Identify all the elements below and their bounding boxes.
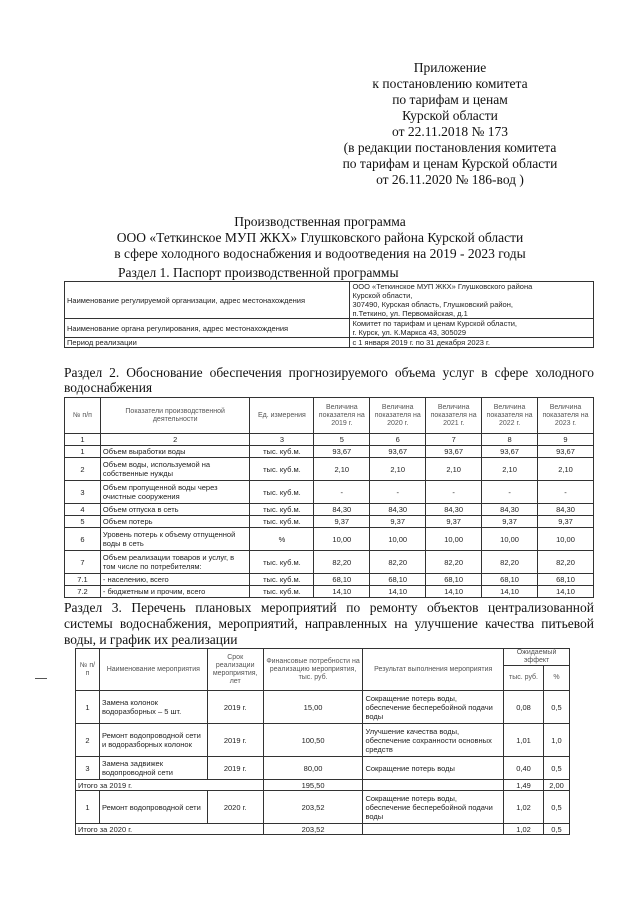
column-header: Величина показателя на 2023 г. — [538, 398, 594, 434]
total-row — [76, 824, 570, 835]
row-number: 7.2 — [65, 586, 101, 598]
row-number: 5 — [65, 516, 101, 528]
finance-cell: 195,50 — [263, 780, 363, 791]
passport-value-line: п.Теткино, ул. Первомайская, д.1 — [352, 309, 468, 318]
volume-table-body — [65, 446, 594, 598]
value-cell: 2,10 — [482, 458, 538, 481]
value-cell: 10,00 — [314, 528, 370, 551]
volume-table — [64, 397, 594, 598]
indicator-name: Объем реализации товаров и услуг, в том числе по потребителям: — [100, 551, 250, 574]
value-cell: 2,10 — [426, 458, 482, 481]
row-number: 1 — [65, 446, 101, 458]
passport-value: с 1 января 2019 г. по 31 декабря 2023 г. — [350, 338, 594, 348]
passport-label: Наименование органа регулирования, адрес местонахождения — [65, 319, 350, 338]
table-row — [65, 338, 594, 348]
table-row — [65, 504, 594, 516]
column-number: 8 — [482, 434, 538, 446]
value-cell: 2,10 — [314, 458, 370, 481]
column-number: 3 — [250, 434, 314, 446]
value-cell: 10,00 — [370, 528, 426, 551]
row-number: 3 — [76, 757, 100, 780]
value-cell: 9,37 — [314, 516, 370, 528]
empty-cell — [363, 824, 504, 835]
effect-rub-cell: 0,40 — [504, 757, 544, 780]
table-row — [65, 516, 594, 528]
effect-rub-cell: 1,49 — [504, 780, 544, 791]
column-header: Величина показателя на 2019 г. — [314, 398, 370, 434]
value-cell: - — [482, 481, 538, 504]
section1-title: Раздел 1. Паспорт производственной программы — [118, 265, 399, 280]
value-cell: 68,10 — [314, 574, 370, 586]
indicator-name: Уровень потерь к объему отпущенной воды в сеть — [100, 528, 250, 551]
column-number: 1 — [65, 434, 101, 446]
value-cell: - — [426, 481, 482, 504]
program-title-line: Производственная программа — [234, 214, 406, 229]
measures-table-body — [76, 691, 570, 835]
effect-pct-cell: 0,5 — [543, 791, 569, 824]
table-row — [65, 446, 594, 458]
column-number: 7 — [426, 434, 482, 446]
table-row — [65, 528, 594, 551]
passport-value-line: 307490, Курская область, Глушковский район, — [352, 300, 513, 309]
result-cell: Сокращение потерь воды, обеспечение бесперебойной подачи воды — [363, 791, 504, 824]
value-cell: 14,10 — [482, 586, 538, 598]
column-number: 9 — [538, 434, 594, 446]
table-row — [76, 691, 570, 724]
program-title-line: в сфере холодного водоснабжения и водоотведения на 2019 - 2023 годы — [114, 246, 526, 261]
table-row — [65, 481, 594, 504]
value-cell: 93,67 — [370, 446, 426, 458]
term-cell: 2019 г. — [207, 757, 263, 780]
appendix-header — [300, 60, 600, 188]
value-cell: 82,20 — [426, 551, 482, 574]
column-header: Величина показателя на 2021 г. — [426, 398, 482, 434]
column-number: 5 — [314, 434, 370, 446]
appendix-line: от 26.11.2020 № 186-вод ) — [376, 172, 524, 187]
appendix-line: по тарифам и ценам Курской области — [342, 156, 558, 171]
indicator-name: - бюджетным и прочим, всего — [100, 586, 250, 598]
value-cell: 82,20 — [538, 551, 594, 574]
passport-value-line: Курской области, — [352, 291, 413, 300]
unit-cell: тыс. куб.м. — [250, 481, 314, 504]
measure-name: Ремонт водопроводной сети и водоразборных колонок — [99, 724, 207, 757]
measure-name: Замена задвижек водопроводной сети — [99, 757, 207, 780]
unit-cell: тыс. куб.м. — [250, 446, 314, 458]
value-cell: 82,20 — [314, 551, 370, 574]
section3-title: Раздел 3. Перечень плановых мероприятий по ремонту объектов централизованной системы водоснабжения, мероприятий, направленных на улучшение качества питьевой воды, и график их реализации — [64, 600, 594, 647]
value-cell: 14,10 — [426, 586, 482, 598]
row-number: 4 — [65, 504, 101, 516]
value-cell: 68,10 — [370, 574, 426, 586]
effect-rub-cell: 0,08 — [504, 691, 544, 724]
value-cell: 14,10 — [538, 586, 594, 598]
table-row — [65, 282, 594, 319]
column-header: Величина показателя на 2020 г. — [370, 398, 426, 434]
numbering-row — [65, 434, 594, 446]
result-cell: Сокращение потерь воды — [363, 757, 504, 780]
column-header: № п/ п — [76, 649, 100, 691]
measure-name: Ремонт водопроводной сети — [99, 791, 207, 824]
value-cell: 10,00 — [538, 528, 594, 551]
result-cell: Сокращение потерь воды, обеспечение бесперебойной подачи воды — [363, 691, 504, 724]
effect-pct-cell: 0,5 — [543, 824, 569, 835]
measures-table — [75, 648, 570, 835]
effect-rub-cell: 1,02 — [504, 824, 544, 835]
term-cell: 2019 г. — [207, 724, 263, 757]
table-row — [65, 458, 594, 481]
indicator-name: - населению, всего — [100, 574, 250, 586]
row-number: 1 — [76, 791, 100, 824]
effect-pct-cell: 1,0 — [543, 724, 569, 757]
program-title-line: ООО «Теткинское МУП ЖКХ» Глушковского района Курской области — [116, 230, 524, 245]
value-cell: 93,67 — [314, 446, 370, 458]
table-row — [65, 551, 594, 574]
passport-label: Период реализации — [65, 338, 350, 348]
passport-value-line: г. Курск, ул. К.Маркса 43, 305029 — [352, 328, 467, 337]
row-number: 6 — [65, 528, 101, 551]
value-cell: 68,10 — [426, 574, 482, 586]
unit-cell: тыс. куб.м. — [250, 458, 314, 481]
column-header: Наименование мероприятия — [99, 649, 207, 691]
finance-cell: 80,00 — [263, 757, 363, 780]
value-cell: 10,00 — [482, 528, 538, 551]
empty-cell — [363, 780, 504, 791]
value-cell: - — [370, 481, 426, 504]
program-title — [40, 214, 600, 262]
finance-cell: 203,52 — [263, 824, 363, 835]
passport-value — [350, 282, 594, 319]
total-row — [76, 780, 570, 791]
value-cell: 84,30 — [314, 504, 370, 516]
appendix-line: к постановлению комитета — [372, 76, 528, 91]
table-row — [76, 757, 570, 780]
value-cell: 84,30 — [370, 504, 426, 516]
passport-table — [64, 281, 594, 348]
value-cell: 14,10 — [314, 586, 370, 598]
result-cell: Улучшение качества воды, обеспечение сохранности основных средств — [363, 724, 504, 757]
effect-pct-cell: 0,5 — [543, 691, 569, 724]
indicator-name: Объем отпуска в сеть — [100, 504, 250, 516]
value-cell: 82,20 — [482, 551, 538, 574]
margin-mark — [35, 678, 47, 679]
column-header: Результат выполнения мероприятия — [363, 649, 504, 691]
value-cell: 84,30 — [538, 504, 594, 516]
table-row — [65, 586, 594, 598]
finance-cell: 203,52 — [263, 791, 363, 824]
table-header-row — [76, 649, 570, 666]
value-cell: 68,10 — [482, 574, 538, 586]
value-cell: 82,20 — [370, 551, 426, 574]
table-row — [65, 574, 594, 586]
indicator-name: Объем воды, используемой на собственные нужды — [100, 458, 250, 481]
value-cell: 93,67 — [426, 446, 482, 458]
term-cell: 2019 г. — [207, 691, 263, 724]
row-number: 2 — [65, 458, 101, 481]
table-row — [76, 791, 570, 824]
value-cell: 9,37 — [482, 516, 538, 528]
value-cell: 93,67 — [482, 446, 538, 458]
value-cell: 68,10 — [538, 574, 594, 586]
table-row — [65, 319, 594, 338]
column-header: Ожидаемый эффект — [504, 649, 570, 666]
passport-label: Наименование регулируемой организации, адрес местонахождения — [65, 282, 350, 319]
row-number: 2 — [76, 724, 100, 757]
indicator-name: Объем потерь — [100, 516, 250, 528]
indicator-name: Объем пропущенной воды через очистные сооружения — [100, 481, 250, 504]
column-header: тыс. руб. — [504, 666, 544, 691]
column-header: Показатели производственной деятельности — [100, 398, 250, 434]
value-cell: 2,10 — [370, 458, 426, 481]
value-cell: - — [538, 481, 594, 504]
appendix-line: от 22.11.2018 № 173 — [392, 124, 508, 139]
effect-pct-cell: 2,00 — [543, 780, 569, 791]
passport-value-line: Комитет по тарифам и ценам Курской области, — [352, 319, 518, 328]
finance-cell: 15,00 — [263, 691, 363, 724]
table-row — [76, 724, 570, 757]
value-cell: 2,10 — [538, 458, 594, 481]
value-cell: 84,30 — [426, 504, 482, 516]
column-header: Величина показателя на 2022 г. — [482, 398, 538, 434]
column-header: % — [543, 666, 569, 691]
column-number: 2 — [100, 434, 250, 446]
row-number: 1 — [76, 691, 100, 724]
unit-cell: % — [250, 528, 314, 551]
row-number: 3 — [65, 481, 101, 504]
term-cell: 2020 г. — [207, 791, 263, 824]
appendix-line: Приложение — [413, 60, 487, 75]
value-cell: 9,37 — [538, 516, 594, 528]
value-cell: 9,37 — [426, 516, 482, 528]
value-cell: 84,30 — [482, 504, 538, 516]
appendix-line: по тарифам и ценам — [392, 92, 508, 107]
value-cell: 93,67 — [538, 446, 594, 458]
passport-value-line: ООО «Теткинское МУП ЖКХ» Глушковского района — [352, 282, 533, 291]
column-header: Финансовые потребности на реализацию мероприятия, тыс. руб. — [263, 649, 363, 691]
column-header: № п/п — [65, 398, 101, 434]
unit-cell: тыс. куб.м. — [250, 551, 314, 574]
table-header-row — [65, 398, 594, 434]
appendix-line: (в редакции постановления комитета — [343, 140, 557, 155]
value-cell: 10,00 — [426, 528, 482, 551]
unit-cell: тыс. куб.м. — [250, 504, 314, 516]
column-header: Срок реализации мероприятия, лет — [207, 649, 263, 691]
section2-title: Раздел 2. Обоснование обеспечения прогнозируемого объема услуг в сфере холодного водоснабжения — [64, 365, 594, 395]
finance-cell: 100,50 — [263, 724, 363, 757]
column-header: Ед. измерения — [250, 398, 314, 434]
value-cell: - — [314, 481, 370, 504]
effect-pct-cell: 0,5 — [543, 757, 569, 780]
total-label: Итого за 2019 г. — [76, 780, 264, 791]
measure-name: Замена колонок водоразборных – 5 шт. — [99, 691, 207, 724]
effect-rub-cell: 1,01 — [504, 724, 544, 757]
effect-rub-cell: 1,02 — [504, 791, 544, 824]
appendix-line: Курской области — [402, 108, 498, 123]
value-cell: 9,37 — [370, 516, 426, 528]
value-cell: 14,10 — [370, 586, 426, 598]
row-number: 7 — [65, 551, 101, 574]
column-number: 6 — [370, 434, 426, 446]
passport-value — [350, 319, 594, 338]
unit-cell: тыс. куб.м. — [250, 574, 314, 586]
total-label: Итого за 2020 г. — [76, 824, 264, 835]
indicator-name: Объем выработки воды — [100, 446, 250, 458]
unit-cell: тыс. куб.м. — [250, 516, 314, 528]
row-number: 7.1 — [65, 574, 101, 586]
unit-cell: тыс. куб.м. — [250, 586, 314, 598]
